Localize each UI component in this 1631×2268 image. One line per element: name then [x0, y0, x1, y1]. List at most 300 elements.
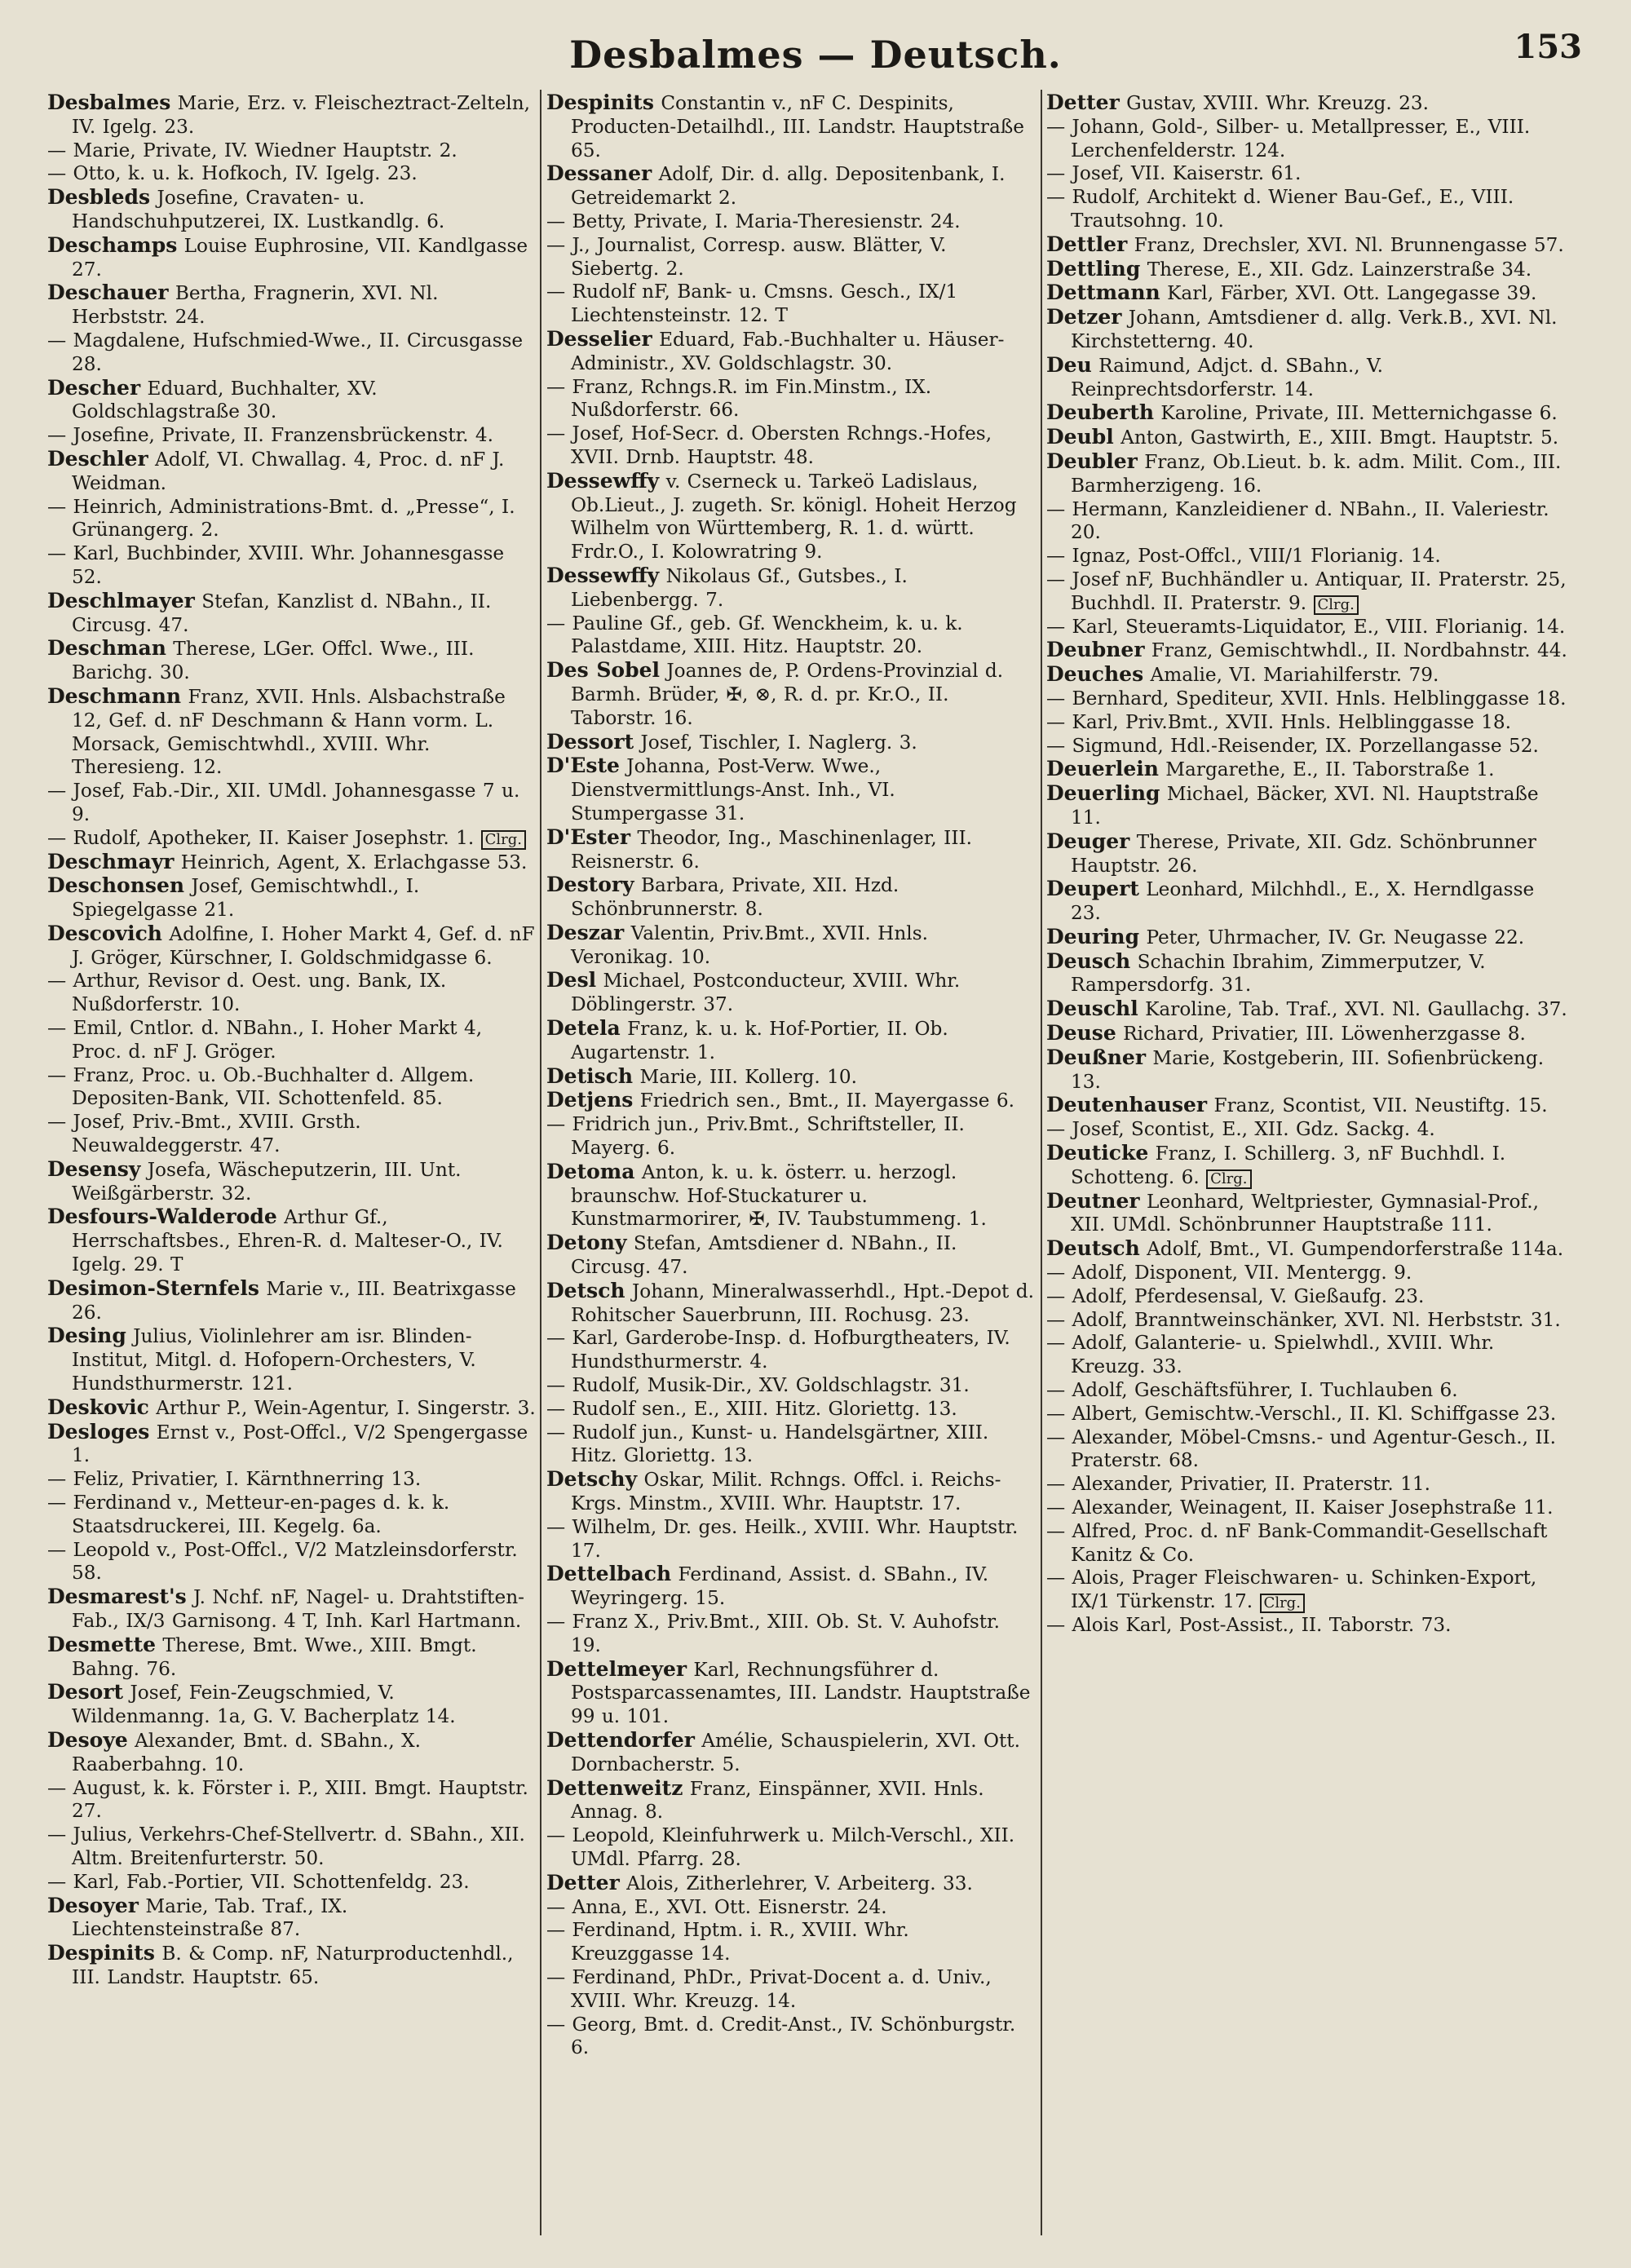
entry-details: Josef, Tischler, I. Naglerg. 3.: [640, 731, 917, 754]
entry-details: — Bernhard, Spediteur, XVII. Hnls. Helblinggasse 18.: [1046, 687, 1567, 710]
entry-details: — Karl, Fab.-Portier, VII. Schottenfeldg. 23.: [47, 1870, 470, 1893]
entry-details: Michael, Bäcker, XVI. Nl. Hauptstraße 11.: [1071, 783, 1539, 829]
page-header: [49, 28, 1582, 85]
entry-surname: Desfours-Walderode: [47, 1205, 277, 1229]
entry-details: — Wilhelm, Dr. ges. Heilk., XVIII. Whr. Hauptstr. 17.: [546, 1515, 1019, 1562]
entry-surname: Desloges: [47, 1419, 150, 1443]
entry-details: Stefan, Amtsdiener d. NBahn., II. Circusg. 47.: [571, 1232, 957, 1279]
directory-entry: [1046, 1309, 1568, 1333]
entry-details: — Franz, Proc. u. Ob.-Buchhalter d. Allgem. Depositen-Bank, VII. Schottenfeld. 85.: [47, 1063, 475, 1110]
directory-entry: [1046, 1614, 1568, 1638]
entry-details: — Rudolf, Architekt d. Wiener Bau-Gef., E., VIII. Trautsohng. 10.: [1046, 186, 1514, 232]
directory-entry: [47, 970, 537, 1017]
directory-entry: [47, 1396, 537, 1421]
entry-details: Julius, Violinlehrer am isr. Blinden-Institut, Mitgl. d. Hofopern-Orchesters, V. Hundsthurmerstr. 121.: [72, 1325, 476, 1395]
directory-entry: [1046, 950, 1568, 998]
entry-details: Amalie, VI. Mariahilferstr. 79.: [1150, 664, 1439, 687]
entry-surname: Despinits: [47, 1941, 155, 1965]
entry-details: Anton, k. u. k. österr. u. herzogl. braunschw. Hof-Stuckaturer u. Kunstmarmorirer, ✠, IV. Taubstummeng. 1.: [571, 1161, 987, 1231]
entry-surname: Deubner: [1046, 638, 1145, 662]
directory-entry: [47, 1729, 537, 1777]
directory-entry: [1046, 1142, 1568, 1190]
directory-entry: [47, 162, 537, 186]
directory-entry: [47, 91, 537, 139]
directory-entry: [1046, 926, 1568, 950]
entry-surname: Deschmann: [47, 683, 182, 708]
directory-entry: [546, 1872, 1036, 1896]
directory-entry: [546, 1824, 1036, 1872]
entry-details: Stefan, Kanzlist d. NBahn., II. Circusg. 47.: [72, 590, 492, 636]
directory-entry: [47, 827, 537, 851]
entry-details: Peter, Uhrmacher, IV. Gr. Neugasse 22.: [1146, 926, 1525, 948]
entry-details: Franz, Ob.Lieut. b. k. adm. Milit. Com., III. Barmherzigeng. 16.: [1071, 450, 1562, 497]
entry-details: — Heinrich, Administrations-Bmt. d. „Presse“, I. Grünangerg. 2.: [47, 495, 515, 542]
entry-surname: Dettelmeyer: [546, 1656, 687, 1681]
entry-surname: Deutenhauser: [1046, 1093, 1208, 1117]
entry-details: Karoline, Tab. Traf., XVI. Nl. Gaullachg. 37.: [1145, 998, 1567, 1021]
directory-entry: [47, 1111, 537, 1158]
entry-surname: Deuticke: [1046, 1141, 1149, 1165]
entry-details: — Arthur, Revisor d. Oest. ung. Bank, IX. Nußdorferstr. 10.: [47, 970, 447, 1016]
entry-surname: Deuerling: [1046, 781, 1160, 806]
directory-entry: [546, 922, 1036, 970]
directory-entry: [47, 424, 537, 448]
entry-surname: Deuberth: [1046, 400, 1155, 425]
entry-details: — Josef, Hof-Secr. d. Obersten Rchngs.-Hofes, XVII. Drnb. Hauptstr. 48.: [546, 422, 992, 468]
entry-details: — Franz X., Priv.Bmt., XIII. Ob. St. V. Auhofstr. 19.: [546, 1611, 1000, 1656]
entry-details: — J., Journalist, Corresp. ausw. Blätter, V. Siebertg. 2.: [546, 233, 947, 280]
directory-entry: [546, 1896, 1036, 1920]
entry-details: — Marie, Private, IV. Wiedner Hauptstr. 2.: [47, 139, 457, 161]
entry-details: Marie, Tab. Traf., IX. Liechtensteinstraße 87.: [72, 1894, 348, 1941]
entry-details: — Alexander, Privatier, II. Praterstr. 11.: [1046, 1473, 1430, 1496]
entry-details: Therese, LGer. Offcl. Wwe., III. Barichg. 30.: [72, 638, 475, 684]
clearing-badge: Clrg.: [1260, 1594, 1305, 1613]
entry-details: Ernst v., Post-Offcl., V/2 Spengergasse 1.: [72, 1421, 528, 1467]
entry-details: Eduard, Buchhalter, XV. Goldschlagstraße 30.: [72, 377, 378, 423]
entry-details: Therese, Bmt. Wwe., XIII. Bmgt. Bahng. 76.: [72, 1634, 477, 1680]
entry-details: — Rudolf jun., Kunst- u. Handelsgärtner, XIII. Hitz. Gloriettg. 13.: [546, 1421, 989, 1467]
directory-entry: [1046, 1118, 1568, 1142]
entry-surname: Deubler: [1046, 449, 1138, 473]
directory-entry: [1046, 401, 1568, 426]
entry-details: — Ferdinand, PhDr., Privat-Docent a. d. Univ., XVIII. Whr. Kreuzg. 14.: [546, 1965, 992, 2012]
directory-entry: [546, 281, 1036, 328]
entry-details: Barbara, Private, XII. Hzd. Schönbrunnerstr. 8.: [571, 874, 899, 921]
entry-surname: Dettler: [1046, 232, 1128, 256]
directory-entry: [1046, 711, 1568, 735]
entry-details: — Adolf, Geschäftsführer, I. Tuchlauben 6.: [1046, 1379, 1458, 1402]
directory-entry: [546, 1421, 1036, 1469]
directory-entry: [546, 969, 1036, 1017]
entry-surname: Deußner: [1046, 1045, 1147, 1069]
directory-entry: [546, 1161, 1036, 1231]
entry-details: — Ferdinand v., Metteur-en-pages d. k. k. Staatsdruckerei, III. Kegelg. 6a.: [47, 1492, 450, 1537]
entry-details: Marie, Kostgeberin, III. Sofienbrückeng. 13.: [1071, 1046, 1545, 1093]
directory-entry: [546, 731, 1036, 755]
entry-details: Anton, Gastwirth, E., XIII. Bmgt. Hauptstr. 5.: [1120, 427, 1559, 449]
entry-details: — Rudolf nF, Bank- u. Cmsns. Gesch., IX/1 Liechtensteinstr. 12. T: [546, 281, 958, 327]
entry-details: — Feliz, Privatier, I. Kärnthnerring 13.: [47, 1468, 422, 1491]
entry-surname: Deutner: [1046, 1188, 1140, 1213]
directory-entry: [1046, 1379, 1568, 1403]
entry-details: Arthur P., Wein-Agentur, I. Singerstr. 3.: [156, 1396, 536, 1419]
entry-details: Josefine, Cravaten- u. Handschuhputzerei, IX. Lustkandlg. 6.: [72, 187, 445, 232]
directory-entry: [546, 1611, 1036, 1658]
entry-surname: D'Este: [546, 754, 620, 778]
entry-details: — Alfred, Proc. d. nF Bank-Commandit-Gesellschaft Kanitz & Co.: [1046, 1519, 1548, 1566]
directory-entry: [1046, 306, 1568, 354]
entry-details: Valentin, Priv.Bmt., XVII. Hnls. Veronikag. 10.: [571, 922, 928, 968]
directory-entry: [546, 1231, 1036, 1280]
directory-entry: [47, 542, 537, 590]
directory-entry: [47, 1277, 537, 1325]
entry-details: Franz, I. Schillerg. 3, nF Buchhdl. I. Schotteng. 6.: [1071, 1143, 1506, 1188]
entry-details: Adolf, Bmt., VI. Gumpendorferstraße 114a.: [1147, 1238, 1564, 1261]
directory-entry: [546, 210, 1036, 234]
entry-details: Oskar, Milit. Rchngs. Offcl. i. Reichs-Krgs. Minstm., XVIII. Whr. Hauptstr. 17.: [571, 1469, 1001, 1515]
entry-surname: Deschmayr: [47, 849, 175, 873]
directory-entry: [47, 1064, 537, 1112]
entry-surname: Deuger: [1046, 829, 1130, 853]
directory-entry: [1046, 663, 1568, 687]
directory-entry: [546, 470, 1036, 564]
directory-entry: [47, 234, 537, 282]
entry-details: Therese, E., XII. Gdz. Lainzerstraße 34.: [1147, 258, 1532, 281]
entry-surname: Dettmann: [1046, 281, 1160, 305]
clearing-badge: Clrg.: [1314, 595, 1359, 615]
entry-details: Marie v., III. Beatrixgasse 26.: [72, 1277, 516, 1324]
directory-entry: [47, 1468, 537, 1492]
directory-entry: [47, 1777, 537, 1824]
entry-surname: Deusch: [1046, 948, 1131, 973]
directory-entry: [47, 496, 537, 543]
directory-entry: [47, 377, 537, 425]
directory-entry: [47, 685, 537, 780]
entry-details: — Alois Karl, Post-Assist., II. Taborstr. 73.: [1046, 1614, 1452, 1636]
directory-entry: [1046, 735, 1568, 758]
entry-details: Franz, Scontist, VII. Neustiftg. 15.: [1213, 1094, 1548, 1117]
entry-details: Karoline, Private, III. Metternichgasse 6.: [1160, 402, 1558, 425]
directory-entry: [546, 873, 1036, 922]
directory-entry: [47, 1634, 537, 1682]
entry-details: — Josef, Fab.-Dir., XII. UMdl. Johannesgasse 7 u. 9.: [47, 780, 520, 825]
directory-entry: [1046, 997, 1568, 1022]
directory-entry: [1046, 354, 1568, 402]
entry-details: — Hermann, Kanzleidiener d. NBahn., II. Valeriestr. 20.: [1046, 497, 1549, 544]
page-number: 153: [1514, 28, 1582, 66]
entry-details: — Adolf, Branntweinschänker, XVI. Nl. Herbststr. 31.: [1046, 1308, 1561, 1331]
entry-details: Johann, Mineralwasserhdl., Hpt.-Depot d. Rohitscher Sauerbrunn, III. Rochusg. 23.: [571, 1280, 1034, 1326]
entry-surname: Desort: [47, 1680, 124, 1704]
directory-entry: [546, 1777, 1036, 1825]
directory-entry: [1046, 116, 1568, 163]
directory-entry: [1046, 1046, 1568, 1094]
entry-surname: Desbleds: [47, 185, 151, 210]
entry-surname: Deuring: [1046, 924, 1140, 948]
entry-surname: Desmette: [47, 1632, 157, 1656]
entry-details: Heinrich, Agent, X. Erlachgasse 53.: [180, 851, 528, 873]
entry-details: Leonhard, Milchhdl., E., X. Herndlgasse 23.: [1071, 878, 1535, 925]
directory-entry: [546, 1374, 1036, 1398]
directory-entry: [47, 1585, 537, 1634]
directory-entry: [47, 1894, 537, 1943]
entry-surname: Deszar: [546, 920, 625, 944]
entry-details: — Josef, VII. Kaiserstr. 61.: [1046, 162, 1302, 185]
entry-details: — Fridrich jun., Priv.Bmt., Schriftsteller, II. Mayerg. 6.: [546, 1113, 965, 1160]
entry-details: Richard, Privatier, III. Löwenherzgasse 8.: [1123, 1023, 1526, 1046]
directory-entry: [47, 1421, 537, 1469]
directory-column-middle: [546, 91, 1036, 2244]
directory-entry: [47, 1871, 537, 1894]
directory-entry: [1046, 1285, 1568, 1309]
directory-entry: [546, 1563, 1036, 1611]
directory-entry: [1046, 1262, 1568, 1285]
entry-surname: Deskovic: [47, 1395, 149, 1419]
directory-entry: [1046, 1567, 1568, 1614]
entry-details: — Rudolf, Musik-Dir., XV. Goldschlagstr. 31.: [546, 1374, 970, 1397]
directory-entry: [546, 1327, 1036, 1374]
entry-details: Amélie, Schauspielerin, XVI. Ott. Dornbacherstr. 5.: [571, 1729, 1020, 1775]
entry-details: Ferdinand, Assist. d. SBahn., IV. Weyringerg. 15.: [571, 1563, 989, 1610]
entry-surname: Dettendorfer: [546, 1727, 695, 1752]
entry-surname: Deschler: [47, 446, 148, 471]
entry-surname: Desensy: [47, 1156, 141, 1181]
entry-surname: Dettenweitz: [546, 1775, 683, 1800]
entry-surname: Desing: [47, 1324, 126, 1348]
directory-entry: [47, 139, 537, 163]
entry-details: — August, k. k. Förster i. P., XIII. Bmgt. Hauptstr. 27.: [47, 1776, 528, 1823]
directory-entry: [546, 422, 1036, 470]
entry-details: Josefa, Wäscheputzerin, III. Unt. Weißgärberstr. 32.: [72, 1158, 462, 1205]
entry-details: — Josef nF, Buchhändler u. Antiquar, II. Praterstr. 25, Buchhdl. II. Praterstr. 9.: [1046, 568, 1567, 614]
directory-entry: [546, 754, 1036, 825]
entry-details: Margarethe, E., II. Taborstraße 1.: [1165, 758, 1495, 781]
entry-surname: Deuerlein: [1046, 757, 1159, 781]
entry-details: — Josef, Scontist, E., XII. Gdz. Sackg. 4.: [1046, 1118, 1435, 1141]
entry-details: Adolf, Dir. d. allg. Depositenbank, I. Getreidemarkt 2.: [571, 163, 1006, 210]
entry-details: — Alois, Prager Fleischwaren- u. Schinken-Export, IX/1 Türkenstr. 17.: [1046, 1567, 1537, 1613]
directory-entry: [1046, 281, 1568, 306]
entry-details: Louise Euphrosine, VII. Kandlgasse 27.: [72, 234, 528, 281]
entry-surname: Desoye: [47, 1727, 128, 1752]
entry-surname: Deschlmayer: [47, 588, 195, 612]
entry-details: — Josefine, Private, II. Franzensbrückenstr. 4.: [47, 424, 494, 447]
entry-details: Karl, Rechnungsführer d. Postsparcassenamtes, III. Landstr. Hauptstraße 99 u. 101.: [571, 1658, 1031, 1728]
entry-surname: Despinits: [546, 91, 654, 114]
directory-entry: [47, 637, 537, 685]
directory-entry: [546, 162, 1036, 210]
directory-entry: [1046, 782, 1568, 830]
entry-details: — Ferdinand, Hptm. i. R., XVIII. Whr. Kreuzggasse 14.: [546, 1919, 909, 1965]
entry-details: — Sigmund, Hdl.-Reisender, IX. Porzellangasse 52.: [1046, 734, 1539, 757]
entry-surname: Dettling: [1046, 256, 1141, 281]
directory-column-right: [1046, 91, 1568, 2244]
directory-entry: [1046, 426, 1568, 450]
directory-entry: [546, 234, 1036, 281]
entry-surname: Destory: [546, 873, 634, 897]
directory-entry: [47, 1017, 537, 1064]
clearing-badge: Clrg.: [1206, 1169, 1251, 1189]
entry-surname: Deupert: [1046, 877, 1139, 901]
entry-details: — Betty, Private, I. Maria-Theresienstr. 24.: [546, 210, 961, 232]
directory-entry: [1046, 1520, 1568, 1567]
entry-details: — Karl, Priv.Bmt., XVII. Hnls. Helblinggasse 18.: [1046, 710, 1511, 733]
directory-entry: [47, 1158, 537, 1206]
directory-entry: [1046, 758, 1568, 782]
column-divider: [1041, 90, 1042, 2235]
entry-surname: Detoma: [546, 1159, 635, 1183]
entry-surname: Detsch: [546, 1278, 625, 1302]
entry-details: — Rudolf sen., E., XIII. Hitz. Gloriettg. 13.: [546, 1397, 957, 1420]
entry-details: — Otto, k. u. k. Hofkoch, IV. Igelg. 23.: [47, 162, 418, 185]
directory-entry: [546, 1065, 1036, 1090]
entry-details: — Emil, Cntlor. d. NBahn., I. Hoher Markt 4, Proc. d. nF J. Gröger.: [47, 1017, 483, 1063]
directory-entry: [47, 1324, 537, 1395]
entry-surname: D'Ester: [546, 825, 631, 849]
entry-details: Josef, Gemischtwhdl., I. Spiegelgasse 21.: [72, 875, 420, 922]
entry-surname: Detschy: [546, 1467, 638, 1492]
entry-surname: Deschamps: [47, 232, 178, 257]
entry-details: — Karl, Garderobe-Insp. d. Hofburgtheaters, IV. Hundsthurmerstr. 4.: [546, 1327, 1010, 1373]
entry-details: Alexander, Bmt. d. SBahn., X. Raaberbahng. 10.: [72, 1729, 421, 1775]
entry-details: — Adolf, Disponent, VII. Mentergg. 9.: [1046, 1262, 1412, 1284]
directory-entry: [1046, 233, 1568, 258]
entry-details: — Adolf, Galanterie- u. Spielwhdl., XVIII. Whr. Kreuzg. 33.: [1046, 1332, 1495, 1378]
entry-details: Arthur Gf., Herrschaftsbes., Ehren-R. d. Malteser-O., IV. Igelg. 29. T: [72, 1206, 503, 1276]
entry-details: Friedrich sen., Bmt., II. Mayergasse 6.: [639, 1090, 1015, 1112]
directory-entry: [47, 281, 537, 329]
entry-details: Johann, Amtsdiener d. allg. Verk.B., XVI. Nl. Kirchstetterng. 40.: [1071, 307, 1558, 352]
entry-surname: Descher: [47, 375, 141, 400]
directory-entry: [47, 922, 537, 970]
entry-details: Adolf, VI. Chwallag. 4, Proc. d. nF J. Weidman.: [72, 448, 505, 494]
directory-entry: [1046, 1190, 1568, 1238]
entry-details: Therese, Private, XII. Gdz. Schönbrunner Hauptstr. 26.: [1071, 830, 1536, 877]
entry-details: Franz, XVII. Hnls. Alsbachstraße 12, Gef. d. nF Deschmann & Hann vorm. L. Morsack, Gemischtwhdl., XVIII. Whr. Theresieng. 12.: [72, 685, 506, 779]
directory-entry: [1046, 1403, 1568, 1426]
entry-details: — Karl, Steueramts-Liquidator, E., VIII. Florianig. 14.: [1046, 615, 1566, 638]
directory-entry: [1046, 162, 1568, 186]
entry-surname: Desoyer: [47, 1893, 139, 1917]
entry-surname: Deubl: [1046, 425, 1114, 449]
entry-details: J. Nchf. nF, Nagel- u. Drahtstiften-Fab., IX/3 Garnisong. 4 T, Inh. Karl Hartmann.: [72, 1586, 524, 1632]
entry-details: — Ignaz, Post-Offcl., VIII/1 Florianig. 14.: [1046, 545, 1441, 568]
directory-entry: [546, 659, 1036, 730]
directory-entry: [546, 1468, 1036, 1516]
entry-details: Joannes de, P. Ordens-Provinzial d. Barmh. Brüder, ✠, ⊗, R. d. pr. Kr.O., II. Taborstr. 16.: [571, 660, 1004, 729]
entry-surname: Desmarest's: [47, 1585, 187, 1609]
entry-details: Raimund, Adjct. d. SBahn., V. Reinprechtsdorferstr. 14.: [1071, 354, 1384, 400]
directory-entry: [1046, 878, 1568, 926]
entry-surname: Detter: [546, 1870, 620, 1894]
directory-entry: [1046, 1332, 1568, 1379]
directory-entry: [1046, 687, 1568, 711]
clearing-badge: Clrg.: [481, 830, 526, 850]
directory-entry: [546, 376, 1036, 423]
directory-column-left: [47, 91, 537, 2244]
entry-surname: Desbalmes: [47, 91, 171, 114]
entry-details: Adolfine, I. Hoher Markt 4, Gef. d. nF J. Gröger, Kürschner, I. Goldschmidgasse 6.: [72, 922, 535, 969]
entry-details: — Franz, Rchngs.R. im Fin.Minstm., IX. Nußdorferstr. 66.: [546, 375, 932, 422]
entry-details: — Albert, Gemischtw.-Verschl., II. Kl. Schiffgasse 23.: [1046, 1402, 1557, 1425]
entry-surname: Desl: [546, 968, 597, 993]
entry-surname: Detter: [1046, 91, 1120, 114]
directory-entry: [1046, 498, 1568, 546]
entry-surname: Deutsch: [1046, 1236, 1140, 1261]
entry-surname: Dessaner: [546, 161, 652, 186]
entry-details: v. Cserneck u. Tarkeö Ladislaus, Ob.Lieut., J. zugeth. Sr. königl. Hoheit Herzog Wilhelm von Württemberg, R. 1. d. württ. Frdr.O., I. Kolowratring 9.: [571, 470, 1017, 564]
entry-surname: Deschonsen: [47, 873, 185, 898]
directory-entry: [546, 1729, 1036, 1777]
entry-surname: Desimon-Sternfels: [47, 1275, 259, 1300]
directory-entry: [546, 1919, 1036, 1966]
directory-entry: [47, 186, 537, 234]
entry-surname: Deu: [1046, 352, 1092, 377]
directory-entry: [1046, 568, 1568, 616]
directory-entry: [47, 448, 537, 496]
entry-details: Franz, Einspänner, XVII. Hnls. Annag. 8.: [571, 1777, 984, 1824]
directory-entry: [1046, 616, 1568, 639]
entry-surname: Detzer: [1046, 305, 1122, 329]
directory-entry: [1046, 1473, 1568, 1497]
directory-entry: [47, 1539, 537, 1586]
entry-details: Leonhard, Weltpriester, Gymnasial-Prof., XII. UMdl. Schönbrunner Hauptstraße 111.: [1071, 1190, 1539, 1236]
entry-details: — Adolf, Pferdesensal, V. Gießaufg. 23.: [1046, 1284, 1425, 1307]
directory-entry: [47, 1942, 537, 1990]
entry-details: Marie, III. Kollerg. 10.: [639, 1065, 857, 1088]
directory-entry: [1046, 91, 1568, 116]
directory-entry: [546, 1398, 1036, 1421]
directory-entry: [546, 2014, 1036, 2061]
entry-details: Schachin Ibrahim, Zimmerputzer, V. Rampersdorfg. 31.: [1071, 950, 1486, 997]
directory-entry: [546, 1017, 1036, 1065]
entry-surname: Deuches: [1046, 662, 1144, 687]
entry-details: Constantin v., nF C. Despinits, Producten-Detailhdl., III. Landstr. Hauptstraße 65.: [571, 92, 1025, 161]
entry-surname: Dettelbach: [546, 1562, 672, 1586]
entry-details: Eduard, Fab.-Buchhalter u. Häuser-Administr., XV. Goldschlagstr. 30.: [571, 328, 1005, 374]
entry-surname: Dessort: [546, 729, 634, 754]
entry-surname: Detjens: [546, 1088, 634, 1112]
entry-details: — Karl, Buchbinder, XVIII. Whr. Johannesgasse 52.: [47, 542, 505, 588]
entry-details: — Georg, Bmt. d. Credit-Anst., IV. Schönburgstr. 6.: [546, 2013, 1016, 2059]
directory-entry: [1046, 450, 1568, 498]
directory-entry: [47, 1205, 537, 1276]
directory-entry: [1046, 1497, 1568, 1520]
entry-details: Alois, Zitherlehrer, V. Arbeiterg. 33.: [626, 1872, 973, 1894]
entry-details: — Pauline Gf., geb. Gf. Wenckheim, k. u. k. Palastdame, XIII. Hitz. Hauptstr. 20.: [546, 612, 963, 658]
entry-surname: Detisch: [546, 1063, 634, 1088]
directory-entry: [546, 1089, 1036, 1113]
directory-entry: [546, 1516, 1036, 1563]
entry-details: Bertha, Fragnerin, XVI. Nl. Herbststr. 24.: [72, 282, 439, 329]
running-title: Desbalmes — Deutsch.: [569, 33, 1062, 77]
entry-details: Michael, Postconducteur, XVIII. Whr. Döblingerstr. 37.: [571, 970, 961, 1016]
directory-entry: [1046, 1022, 1568, 1046]
entry-surname: Detela: [546, 1016, 621, 1041]
directory-entry: [546, 328, 1036, 376]
directory-entry: [546, 1280, 1036, 1328]
entry-details: — Julius, Verkehrs-Chef-Stellvertr. d. SBahn., XII. Altm. Breitenfurterstr. 50.: [47, 1824, 525, 1869]
entry-details: Josef, Fein-Zeugschmied, V. Wildenmanng. 1a, G. V. Bacherplatz 14.: [72, 1682, 456, 1728]
entry-details: — Alexander, Möbel-Cmsns.- und Agentur-Gesch., II. Praterstr. 68.: [1046, 1426, 1557, 1472]
entry-details: Marie, Erz. v. Fleischeztract-Zelteln, IV. Igelg. 23.: [72, 92, 531, 138]
directory-entry: [47, 851, 537, 875]
directory-entry: [47, 1681, 537, 1729]
entry-surname: Detony: [546, 1231, 627, 1255]
directory-entry: [546, 1966, 1036, 2014]
entry-surname: Des Sobel: [546, 658, 660, 683]
